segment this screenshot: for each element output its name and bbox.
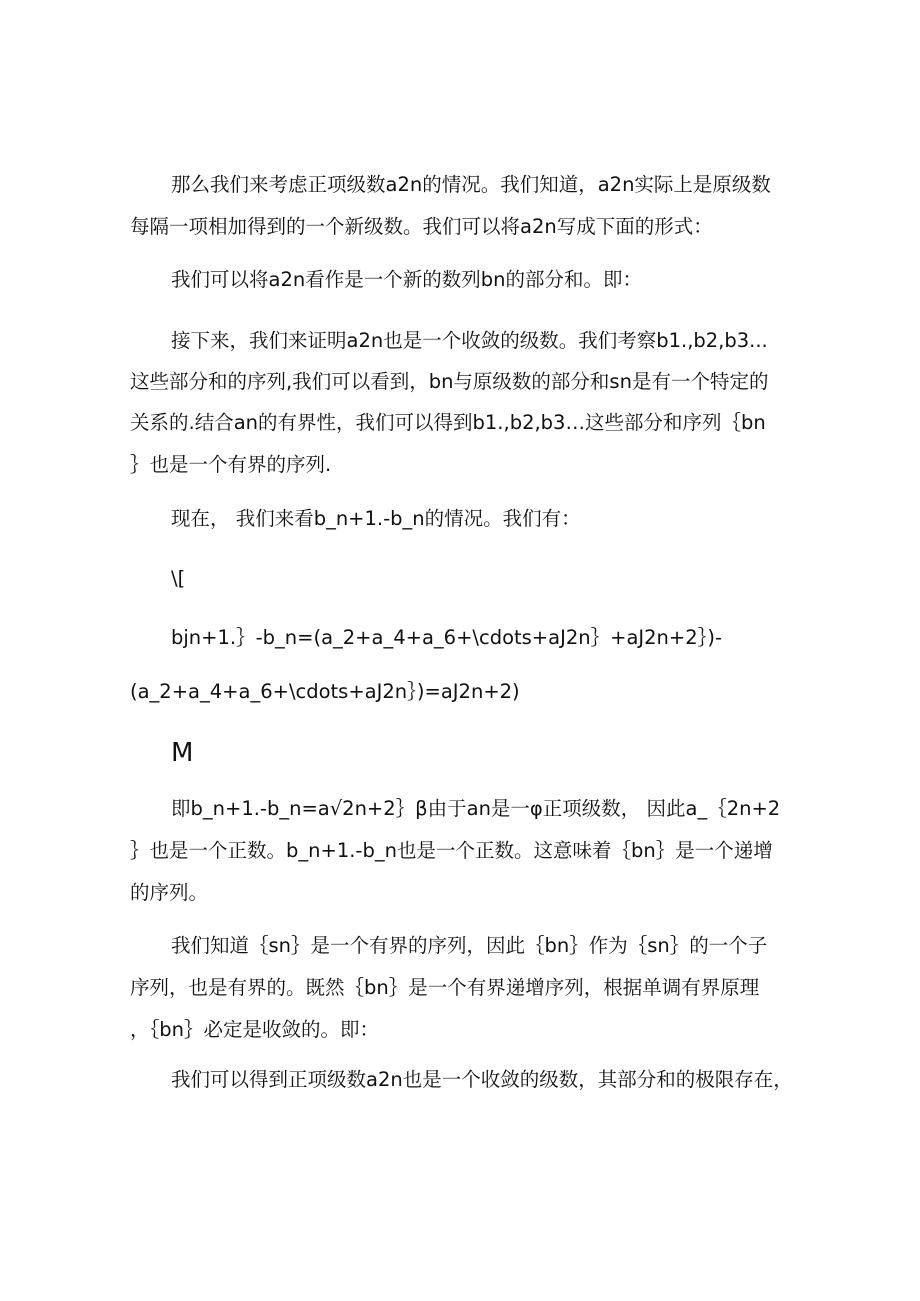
paragraph-4-line-1: 现在， 我们来看b_n+1.-b_n的情况。我们有： <box>171 507 581 530</box>
paragraph-3-line-3: 关系的.结合an的有界性，我们可以得到b1.,b2,b3…这些部分和序列｛bn <box>130 411 766 434</box>
paragraph-6-line-3: ，｛bn｝必定是收敛的。即： <box>130 1018 379 1041</box>
paragraph-5-line-2: ｝也是一个正数。b_n+1.-b_n也是一个正数。这意味着｛bn｝是一个递增 <box>130 839 773 862</box>
paragraph-7-line-1: 我们可以得到正项级数a2n也是一个收敛的级数，其部分和的极限存在， <box>171 1068 793 1091</box>
formula-line-2: (a_2+a_4+a_6+\cdots+aJ2n｝)=aJ2n+2) <box>130 680 520 703</box>
paragraph-1-line-2: 每隔一项相加得到的一个新级数。我们可以将a2n写成下面的形式： <box>130 215 713 238</box>
paragraph-5-line-1: 即b_n+1.-b_n=a√2n+2｝β由于an是一φ正项级数， 因此a_｛2n+2 <box>171 797 781 820</box>
paragraph-6-line-1: 我们知道｛sn｝是一个有界的序列，因此｛bn｝作为｛sn｝的一个子 <box>171 934 768 957</box>
formula-close: M <box>171 738 194 768</box>
paragraph-3-line-4: ｝也是一个有界的序列. <box>130 453 332 476</box>
paragraph-3-line-2: 这些部分和的序列,我们可以看到，bn与原级数的部分和sn是有一个特定的 <box>130 370 769 393</box>
formula-open: \[ <box>171 567 186 590</box>
formula-line-1: bjn+1.｝-b_n=(a_2+a_4+a_6+\cdots+aJ2n｝+aJ2n+2｝)- <box>171 626 723 649</box>
paragraph-2-line-1: 我们可以将a2n看作是一个新的数列bn的部分和。即： <box>171 268 642 291</box>
paragraph-1-line-1: 那么我们来考虑正项级数a2n的情况。我们知道，a2n实际上是原级数 <box>171 173 771 196</box>
paragraph-6-line-2: 序列，也是有界的。既然｛bn｝是一个有界递增序列，根据单调有界原理 <box>130 976 760 999</box>
paragraph-5-line-3: 的序列。 <box>130 881 209 904</box>
paragraph-3-line-1: 接下来，我们来证明a2n也是一个收敛的级数。我们考察b1.,b2,b3... <box>171 329 768 352</box>
